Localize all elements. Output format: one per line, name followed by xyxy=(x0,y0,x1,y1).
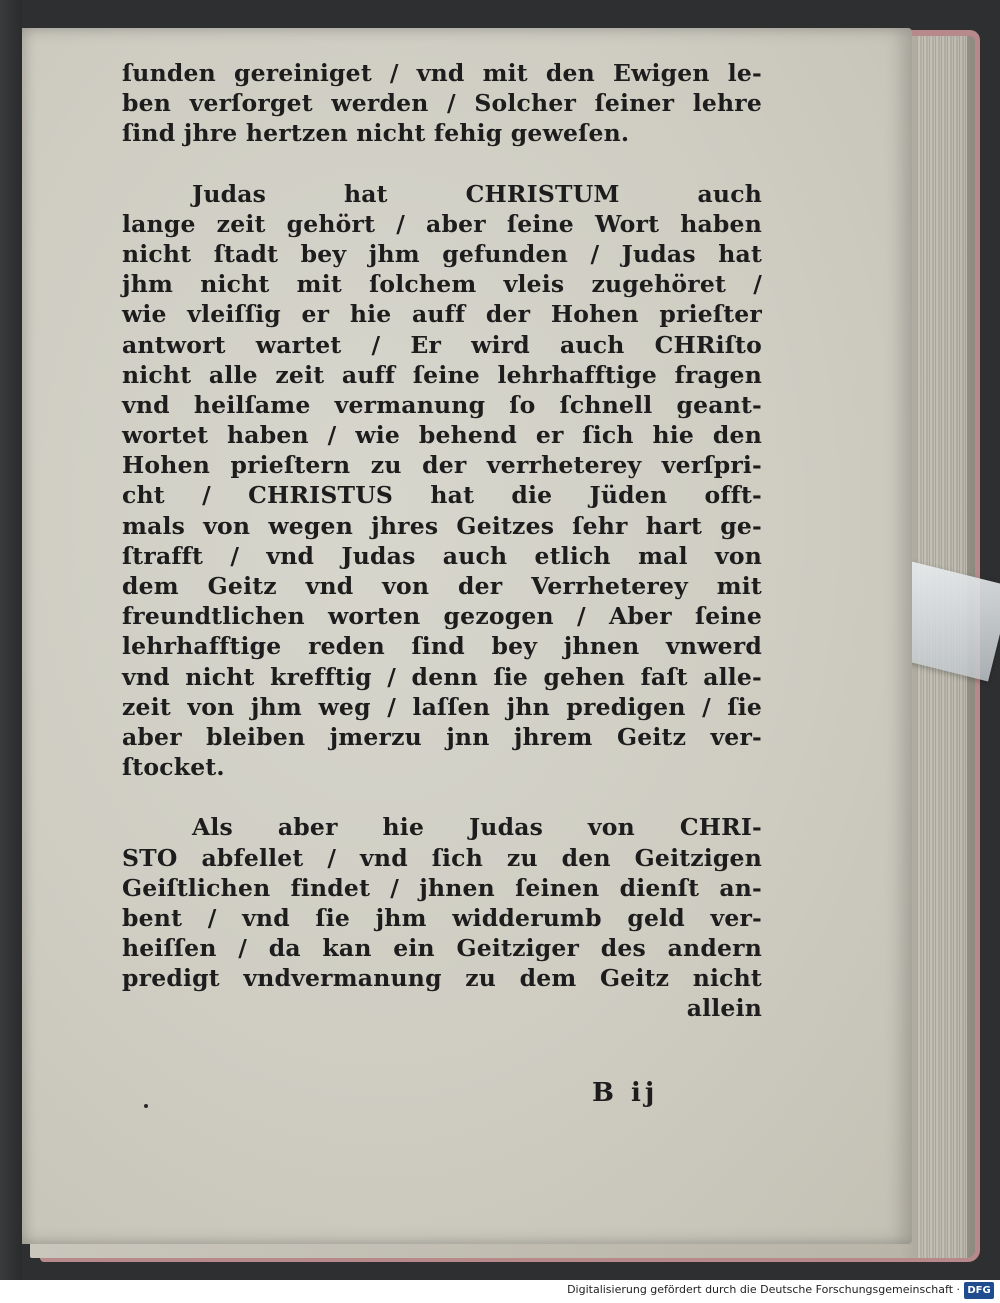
text-line: antwort wartet / Er wird auch CHRiſto xyxy=(122,330,762,359)
text-line: Judas hat CHRISTUM auch xyxy=(192,179,762,208)
text-line: lange zeit gehört / aber ſeine Wort haben xyxy=(122,209,762,238)
text-block xyxy=(122,58,762,1024)
text-line: ſtrafft / vnd Judas auch etlich mal von xyxy=(122,541,762,570)
text-line: predigt vndvermanung zu dem Geitz nicht xyxy=(122,964,762,993)
text-line: dem Geitz vnd von der Verrheterey mit xyxy=(122,572,762,600)
text-line: ſunden gereiniget / vnd mit den Ewigen le- xyxy=(122,59,762,87)
footer-bar xyxy=(0,1280,1000,1303)
paragraph-gap xyxy=(122,149,762,179)
dfg-logo: DFG xyxy=(964,1282,994,1299)
text-line: nicht alle zeit auff ſeine lehrhafftige fragen xyxy=(122,360,762,389)
text-line: ſtocket. xyxy=(122,753,225,782)
text-line: wie vleiſſig er hie auff der Hohen prieſter xyxy=(122,300,762,329)
text-line: Hohen prieſtern zu der verrheterey verſpri- xyxy=(122,451,762,480)
text-line: STO abfellet / vnd ſich zu den Geitzigen xyxy=(122,843,762,872)
text-line: zeit von jhm weg / laſſen jhn predigen / ſie xyxy=(122,692,762,721)
text-line: ben verſorget werden / Solcher ſeiner lehre xyxy=(122,89,762,118)
funding-credit: Digitalisierung gefördert durch die Deutsche Forschungsgemeinschaft · xyxy=(567,1283,960,1296)
book-page xyxy=(22,28,912,1244)
text-line: bent / vnd ſie jhm widderumb geld ver- xyxy=(122,903,762,932)
text-line: cht / CHRISTUS hat die Jüden offt- xyxy=(122,481,762,510)
text-line: lehrhafftige reden ſind bey jhnen vnwerd xyxy=(122,632,762,661)
text-line: Geiſtlichen findet / jhnen ſeinen dienſt an- xyxy=(122,873,762,902)
signature-mark: B ij xyxy=(592,1078,659,1108)
text-line: aber bleiben jmerzu jnn jhrem Geitz ver- xyxy=(122,722,762,751)
text-line: wortet haben / wie behend er ſich hie den xyxy=(122,421,762,450)
text-line: vnd nicht krefftig / denn ſie gehen faſt alle- xyxy=(122,662,762,691)
text-line: heiſſen / da kan ein Geitziger des andern xyxy=(122,934,762,963)
text-line: ſind jhre hertzen nicht fehig geweſen. xyxy=(122,119,630,148)
scanner-edge xyxy=(0,0,22,1280)
catchword: allein xyxy=(686,994,762,1023)
text-line: jhm nicht mit ſolchem vleis zugehöret / xyxy=(122,270,762,299)
text-line: nicht ſtadt bey jhm gefunden / Judas hat xyxy=(122,239,762,268)
text-line: freundtlichen worten gezogen / Aber ſeine xyxy=(122,602,762,631)
text-line: Als aber hie Judas von CHRI- xyxy=(192,813,762,842)
text-line: mals von wegen jhres Geitzes ſehr hart ge- xyxy=(122,511,762,540)
text-line: vnd heilſame vermanung ſo ſchnell geant- xyxy=(122,390,762,419)
ink-speck xyxy=(144,1104,148,1108)
paragraph-gap xyxy=(122,782,762,812)
